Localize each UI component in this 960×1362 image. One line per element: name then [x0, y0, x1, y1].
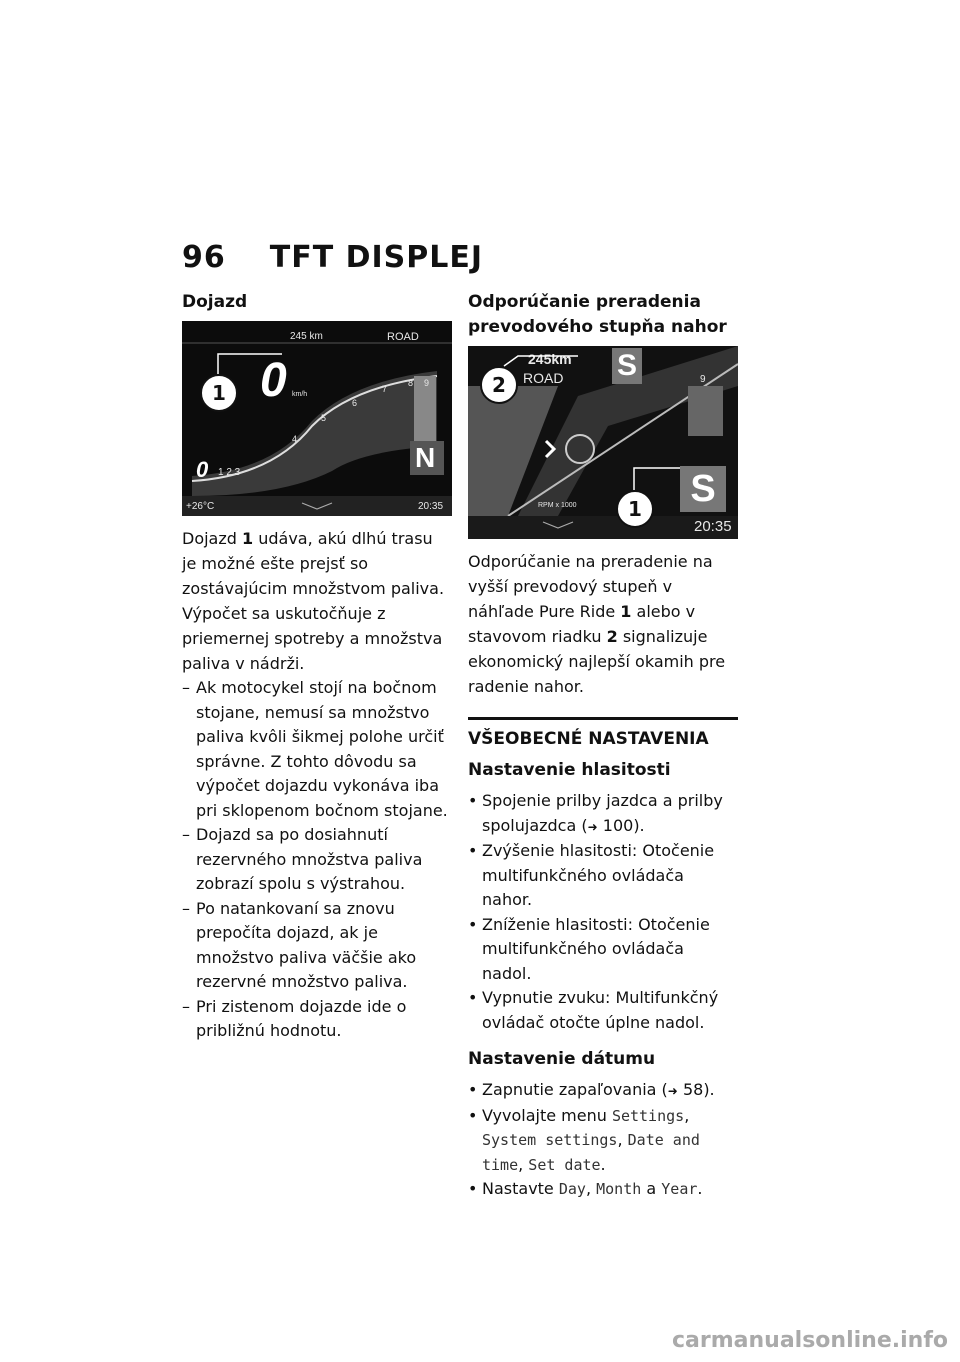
rpm-mark-9: 9: [424, 378, 430, 388]
speed-unit: km/h: [292, 391, 308, 398]
page-title: TFT DISPLEJ: [269, 240, 484, 275]
list-item: – Pri zistenom dojazde ide o približnú hodnotu.: [182, 995, 452, 1044]
date-list: [468, 1078, 738, 1202]
rpm-mark-5: 5: [321, 413, 327, 423]
callout-2: 2: [480, 366, 518, 404]
callout-1: 1: [200, 374, 238, 412]
gear-scale-zero: 0: [196, 457, 209, 482]
rpm-mark-4: 4: [292, 434, 298, 444]
list-item: • Zapnutie zapaľovania (➜ 58).: [468, 1078, 738, 1104]
left-column: [182, 290, 452, 1044]
range-display-image: [182, 321, 452, 516]
clock: 20:35: [694, 518, 732, 535]
watermark: carmanualsonline.info: [672, 1328, 948, 1353]
gear-scale: 1 2 3: [218, 467, 241, 478]
shift-indicator-status: S: [612, 348, 642, 384]
mode-label: ROAD: [523, 370, 564, 386]
temperature: +26°C: [186, 501, 215, 512]
list-item: – Dojazd sa po dosiahnutí rezervného množstva paliva zobrazí spolu s výstrahou.: [182, 823, 452, 897]
page-number: 96: [182, 240, 226, 275]
rpm-mark-6: 6: [352, 398, 358, 408]
volume-heading: Nastavenie hlasitosti: [468, 760, 671, 780]
list-item: • Vypnutie zvuku: Multifunkčný ovládač otočte úplne nadol.: [468, 986, 738, 1035]
rpm-mark-7: 7: [382, 384, 388, 394]
shift-heading: Odporúčanie preradenia prevodového stupňa nahor: [468, 292, 727, 337]
list-item: • Spojenie prilby jazdca a prilby spolujazdca (➜ 100).: [468, 789, 738, 839]
range-value: 245km: [528, 351, 572, 367]
shift-description: Odporúčanie na preradenie na vyšší prevodový stupeň v náhľade Pure Ride 1 alebo v stavovom riadku 2 signalizuje ekonomický najlepší okamih pre radenie nahor.: [468, 552, 726, 696]
callout-1: 1: [616, 490, 654, 528]
clock: 20:35: [418, 501, 444, 512]
list-item: • Nastavte Day, Month a Year.: [468, 1177, 738, 1202]
rpm-label: RPM x 1000: [538, 502, 577, 509]
list-item: – Ak motocykel stojí na bočnom stojane, nemusí sa množstvo paliva kvôli šikmej polohe určiť správne. Z tohto dôvodu sa výpočet dojazdu vykonáva iba pri sklopenom bočnom stojane.: [182, 676, 452, 823]
list-item: – Po natankovaní sa znovu prepočíta dojazd, ak je množstvo paliva väčšie ako rezervné množstvo paliva.: [182, 897, 452, 995]
section-title: VŠEOBECNÉ NASTAVENIA: [468, 717, 738, 750]
list-item: • Zníženie hlasitosti: Otočenie multifunkčného ovládača nadol.: [468, 913, 738, 987]
range-heading: Dojazd: [182, 292, 248, 312]
page-ref-arrow-icon: ➜: [587, 819, 598, 834]
gear-indicator: N: [415, 442, 436, 473]
range-intro: Dojazd 1 udáva, akú dlhú trasu je možné ešte prejsť so zostávajúcim množstvom paliva. Výpočet sa uskutočňuje z priemernej spotreby a množstva paliva v nádrži.: [182, 529, 445, 673]
page-ref-arrow-icon: ➜: [667, 1084, 678, 1098]
list-item: • Vyvolajte menu Settings, System settings, Date and time, Set date.: [468, 1104, 738, 1178]
range-value: 245 km: [290, 331, 323, 342]
list-item: • Zvýšenie hlasitosti: Otočenie multifunkčného ovládača nahor.: [468, 839, 738, 913]
range-notes: [182, 676, 452, 1044]
right-column: [468, 290, 738, 1202]
page-header: [182, 240, 483, 275]
rpm-mark-9: 9: [700, 374, 706, 385]
shift-indicator-pure-ride: S: [680, 466, 726, 512]
shift-display-image: [468, 346, 738, 539]
speed-value: 0: [260, 354, 287, 407]
callout-leaders: [468, 346, 738, 539]
rpm-mark-8: 8: [408, 378, 414, 388]
mode-label: ROAD: [387, 331, 419, 343]
date-heading: Nastavenie dátumu: [468, 1049, 656, 1069]
callout-leader: [182, 321, 452, 516]
volume-list: [468, 789, 738, 1035]
